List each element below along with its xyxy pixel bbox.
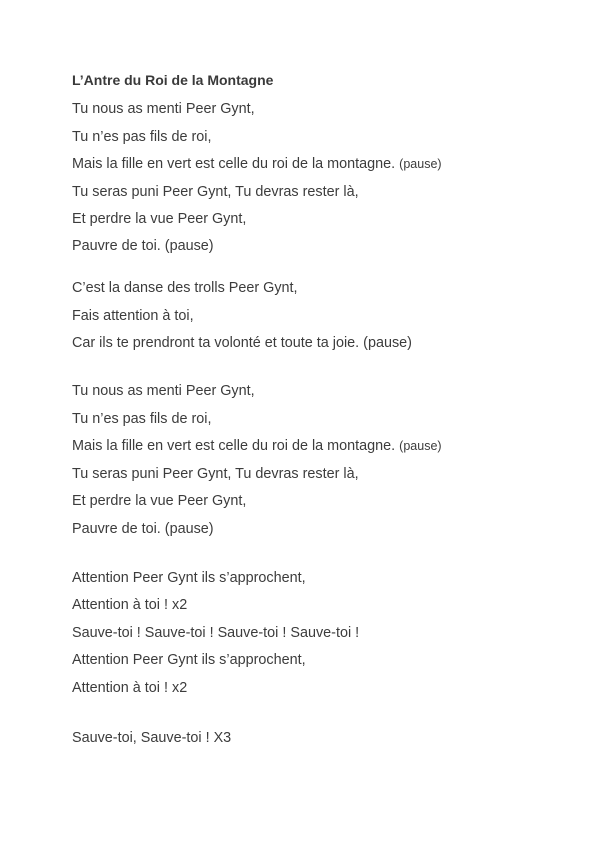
stanza3-line2: Tu n’es pas fils de roi,: [72, 411, 212, 427]
document-title: L’Antre du Roi de la Montagne: [72, 72, 274, 88]
stanza4-line1: Attention Peer Gynt ils s’approchent,: [72, 570, 306, 586]
stanza3-line3-pause: (pause): [399, 439, 442, 453]
stanza4-line5: Attention à toi ! x2: [72, 680, 188, 696]
stanza4-line2: Attention à toi ! x2: [72, 597, 188, 613]
stanza4-line3: Sauve-toi ! Sauve-toi ! Sauve-toi ! Sauve-toi !: [72, 625, 360, 641]
stanza3-line5: Et perdre la vue Peer Gynt,: [72, 493, 247, 509]
stanza5-line1: Sauve-toi, Sauve-toi ! X3: [72, 730, 232, 746]
stanza1-line2: Tu n’es pas fils de roi,: [72, 129, 212, 145]
stanza3-line4: Tu seras puni Peer Gynt, Tu devras rester là,: [72, 466, 359, 482]
stanza1-line3-text: Mais la fille en vert est celle du roi de la montagne.: [72, 156, 396, 172]
stanza3-line1: Tu nous as menti Peer Gynt,: [72, 383, 255, 399]
stanza1-line1: Tu nous as menti Peer Gynt,: [72, 101, 255, 117]
stanza2-line3: Car ils te prendront ta volonté et toute ta joie. (pause): [72, 335, 412, 351]
stanza1-line3-pause: (pause): [399, 157, 442, 171]
stanza3-line3-text: Mais la fille en vert est celle du roi de la montagne.: [72, 438, 396, 454]
stanza1-line5: Et perdre la vue Peer Gynt,: [72, 211, 247, 227]
stanza3-line3: [72, 438, 442, 454]
stanza4-line4: Attention Peer Gynt ils s’approchent,: [72, 652, 306, 668]
stanza1-line4: Tu seras puni Peer Gynt, Tu devras rester là,: [72, 184, 359, 200]
stanza1-line3: [72, 156, 442, 172]
stanza3-line6: Pauvre de toi. (pause): [72, 521, 214, 537]
stanza2-line2: Fais attention à toi,: [72, 308, 194, 324]
stanza1-line6: Pauvre de toi. (pause): [72, 238, 214, 254]
stanza2-line1: C’est la danse des trolls Peer Gynt,: [72, 280, 298, 296]
